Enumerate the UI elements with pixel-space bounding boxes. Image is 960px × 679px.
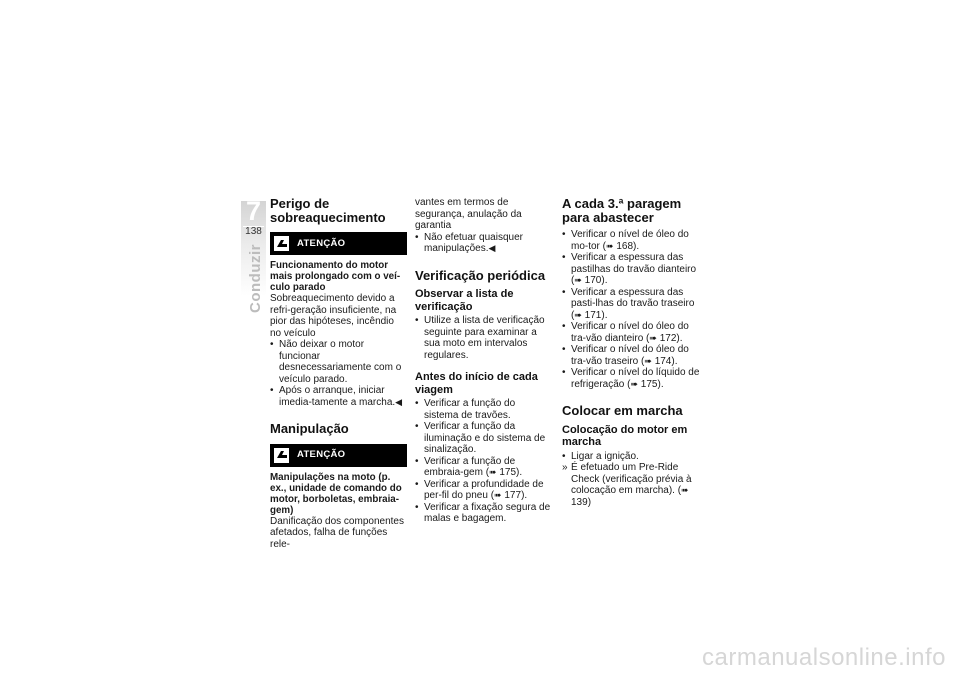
page-reference-link[interactable]: 172	[659, 332, 677, 344]
page-ref-arrow-icon: ➠	[494, 490, 502, 500]
chapter-number: 7	[245, 196, 262, 226]
heading-before-trip: Antes do início de cada viagem	[415, 371, 538, 396]
list-item: • Não deixar o motor funcionar desnecessariamente com o veículo parado.	[270, 339, 402, 385]
warning-title: ATENÇÃO	[297, 449, 346, 461]
warning-text: Sobreaquecimento devido a refri-geração insuficiente, na pior das hipóteses, incêndio no veículo	[270, 293, 397, 339]
list-item: • Após o arranque, iniciar imedia-tamente a marcha.◀	[270, 385, 403, 408]
warning-icon	[274, 236, 289, 251]
warning-icon	[274, 448, 289, 463]
list-item: • Verificar a profundidade de per-fil do pneu (➠ 177).	[415, 478, 544, 501]
page-reference-link[interactable]: 174	[654, 355, 672, 367]
result-item: » É efetuado um Pre-Ride Check (verificação prévia à colocação em marcha). (➠ 139)	[562, 462, 692, 508]
page-ref-arrow-icon: ➠	[574, 275, 582, 285]
page-reference-link[interactable]: 171	[584, 309, 602, 321]
page-ref-arrow-icon: ➠	[574, 309, 582, 320]
bullet: •	[270, 339, 274, 350]
list-item: • Verificar a espessura das pasti-lhas do travão traseiro (➠ 171).	[562, 286, 695, 321]
page-reference-link[interactable]: 139	[571, 496, 588, 508]
end-mark-icon: ◀	[488, 243, 496, 253]
list-item: • Verificar a função da iluminação e do sistema de sinalização.	[415, 421, 546, 455]
warning-box	[270, 444, 407, 467]
page-number: 138	[245, 226, 262, 237]
list-item: • Verificar o nível de óleo do mo-tor (➠ 168).	[562, 229, 689, 252]
page-reference-link[interactable]: 170	[584, 275, 602, 286]
heading-checklist: Observar a lista de verificação	[415, 288, 514, 313]
bullet: •	[562, 286, 566, 298]
list-item: • Verificar o nível do óleo do tra-vão dianteiro (➠ 172).	[562, 321, 689, 344]
list-item: • Não efetuar quaisquer manipulações.◀	[415, 231, 523, 254]
list-item: • Utilize a lista de verificação seguinte para examinar a sua moto em intervalos regulares.	[415, 315, 545, 361]
heading-periodic-check: Verificação periódica	[415, 267, 546, 283]
page-ref-arrow-icon: ➠	[606, 240, 614, 251]
chapter-name: Conduzir	[247, 244, 264, 313]
bullet: •	[415, 455, 419, 467]
heading-start-riding: Colocar em marcha	[562, 403, 683, 418]
heading-overheating: Perigo de sobreaquecimento	[270, 196, 386, 225]
warning-box	[270, 232, 407, 255]
bullet: •	[562, 321, 566, 332]
bullet: •	[270, 385, 274, 396]
bullet: •	[562, 229, 566, 240]
page-ref-arrow-icon: ➠	[630, 378, 639, 389]
list-item: • Verificar o nível do óleo do tra-vão traseiro (➠ 174).	[562, 344, 689, 367]
bullet: •	[562, 367, 566, 378]
warning-title: ATENÇÃO	[297, 237, 346, 249]
heading-manipulation: Manipulação	[270, 421, 349, 436]
warning-text-continued: vantes em termos de segurança, anulação da garantia	[415, 197, 522, 231]
bullet: •	[562, 344, 566, 355]
warning-symbol-icon	[276, 238, 288, 250]
bullet: •	[415, 231, 419, 243]
page-reference-link[interactable]: 177	[504, 490, 522, 501]
column-1	[270, 197, 407, 550]
page-reference-link[interactable]: 175	[499, 467, 517, 478]
warning-subject: Manipulações na moto (p. ex., unidade de comando do motor, borboletas, embraia-gem)	[270, 471, 402, 516]
page-ref-arrow-icon: ➠	[644, 355, 652, 366]
warning-list	[270, 339, 407, 408]
bullet: •	[415, 421, 419, 432]
list-item: • Verificar o nível do líquido de refrigeração (➠ 175).	[562, 367, 700, 390]
list-item: • Verificar a função de embraia-gem (➠ 175).	[415, 455, 523, 478]
page-ref-arrow-icon: ➠	[681, 485, 689, 495]
column-2	[415, 197, 552, 525]
list-item: • Verificar a espessura das pastilhas do travão dianteiro (➠ 170).	[562, 252, 697, 286]
bullet: •	[562, 450, 566, 462]
list-item: • Verificar a fixação segura de malas e bagagem.	[415, 501, 551, 524]
bullet: •	[562, 252, 566, 263]
page-ref-arrow-icon: ➠	[489, 467, 497, 477]
result-marker: »	[562, 462, 568, 473]
list-item: • Verificar a função do sistema de travões.	[415, 398, 516, 421]
warning-symbol-icon	[276, 449, 288, 461]
page-reference-link[interactable]: 175	[640, 378, 658, 390]
column-3	[562, 197, 702, 508]
page-reference-link[interactable]: 168	[616, 240, 634, 252]
warning-text: Danificação dos componentes afetados, falha de funções rele-	[270, 515, 404, 550]
heading-engine-start: Colocação do motor em marcha	[562, 423, 688, 448]
bullet: •	[415, 501, 419, 513]
end-mark-icon: ◀	[395, 396, 403, 407]
page-ref-arrow-icon: ➠	[649, 332, 657, 343]
bullet: •	[415, 315, 419, 326]
watermark: carmanualsonline.info	[702, 644, 946, 671]
heading-third-refuel: A cada 3.ª paragem para abastecer	[562, 196, 682, 225]
list-item: • Ligar a ignição.	[562, 450, 639, 462]
bullet: •	[415, 398, 419, 409]
bullet: •	[415, 478, 419, 490]
warning-subject: Funcionamento do motor mais prolongado com o veí-culo parado	[270, 260, 401, 293]
